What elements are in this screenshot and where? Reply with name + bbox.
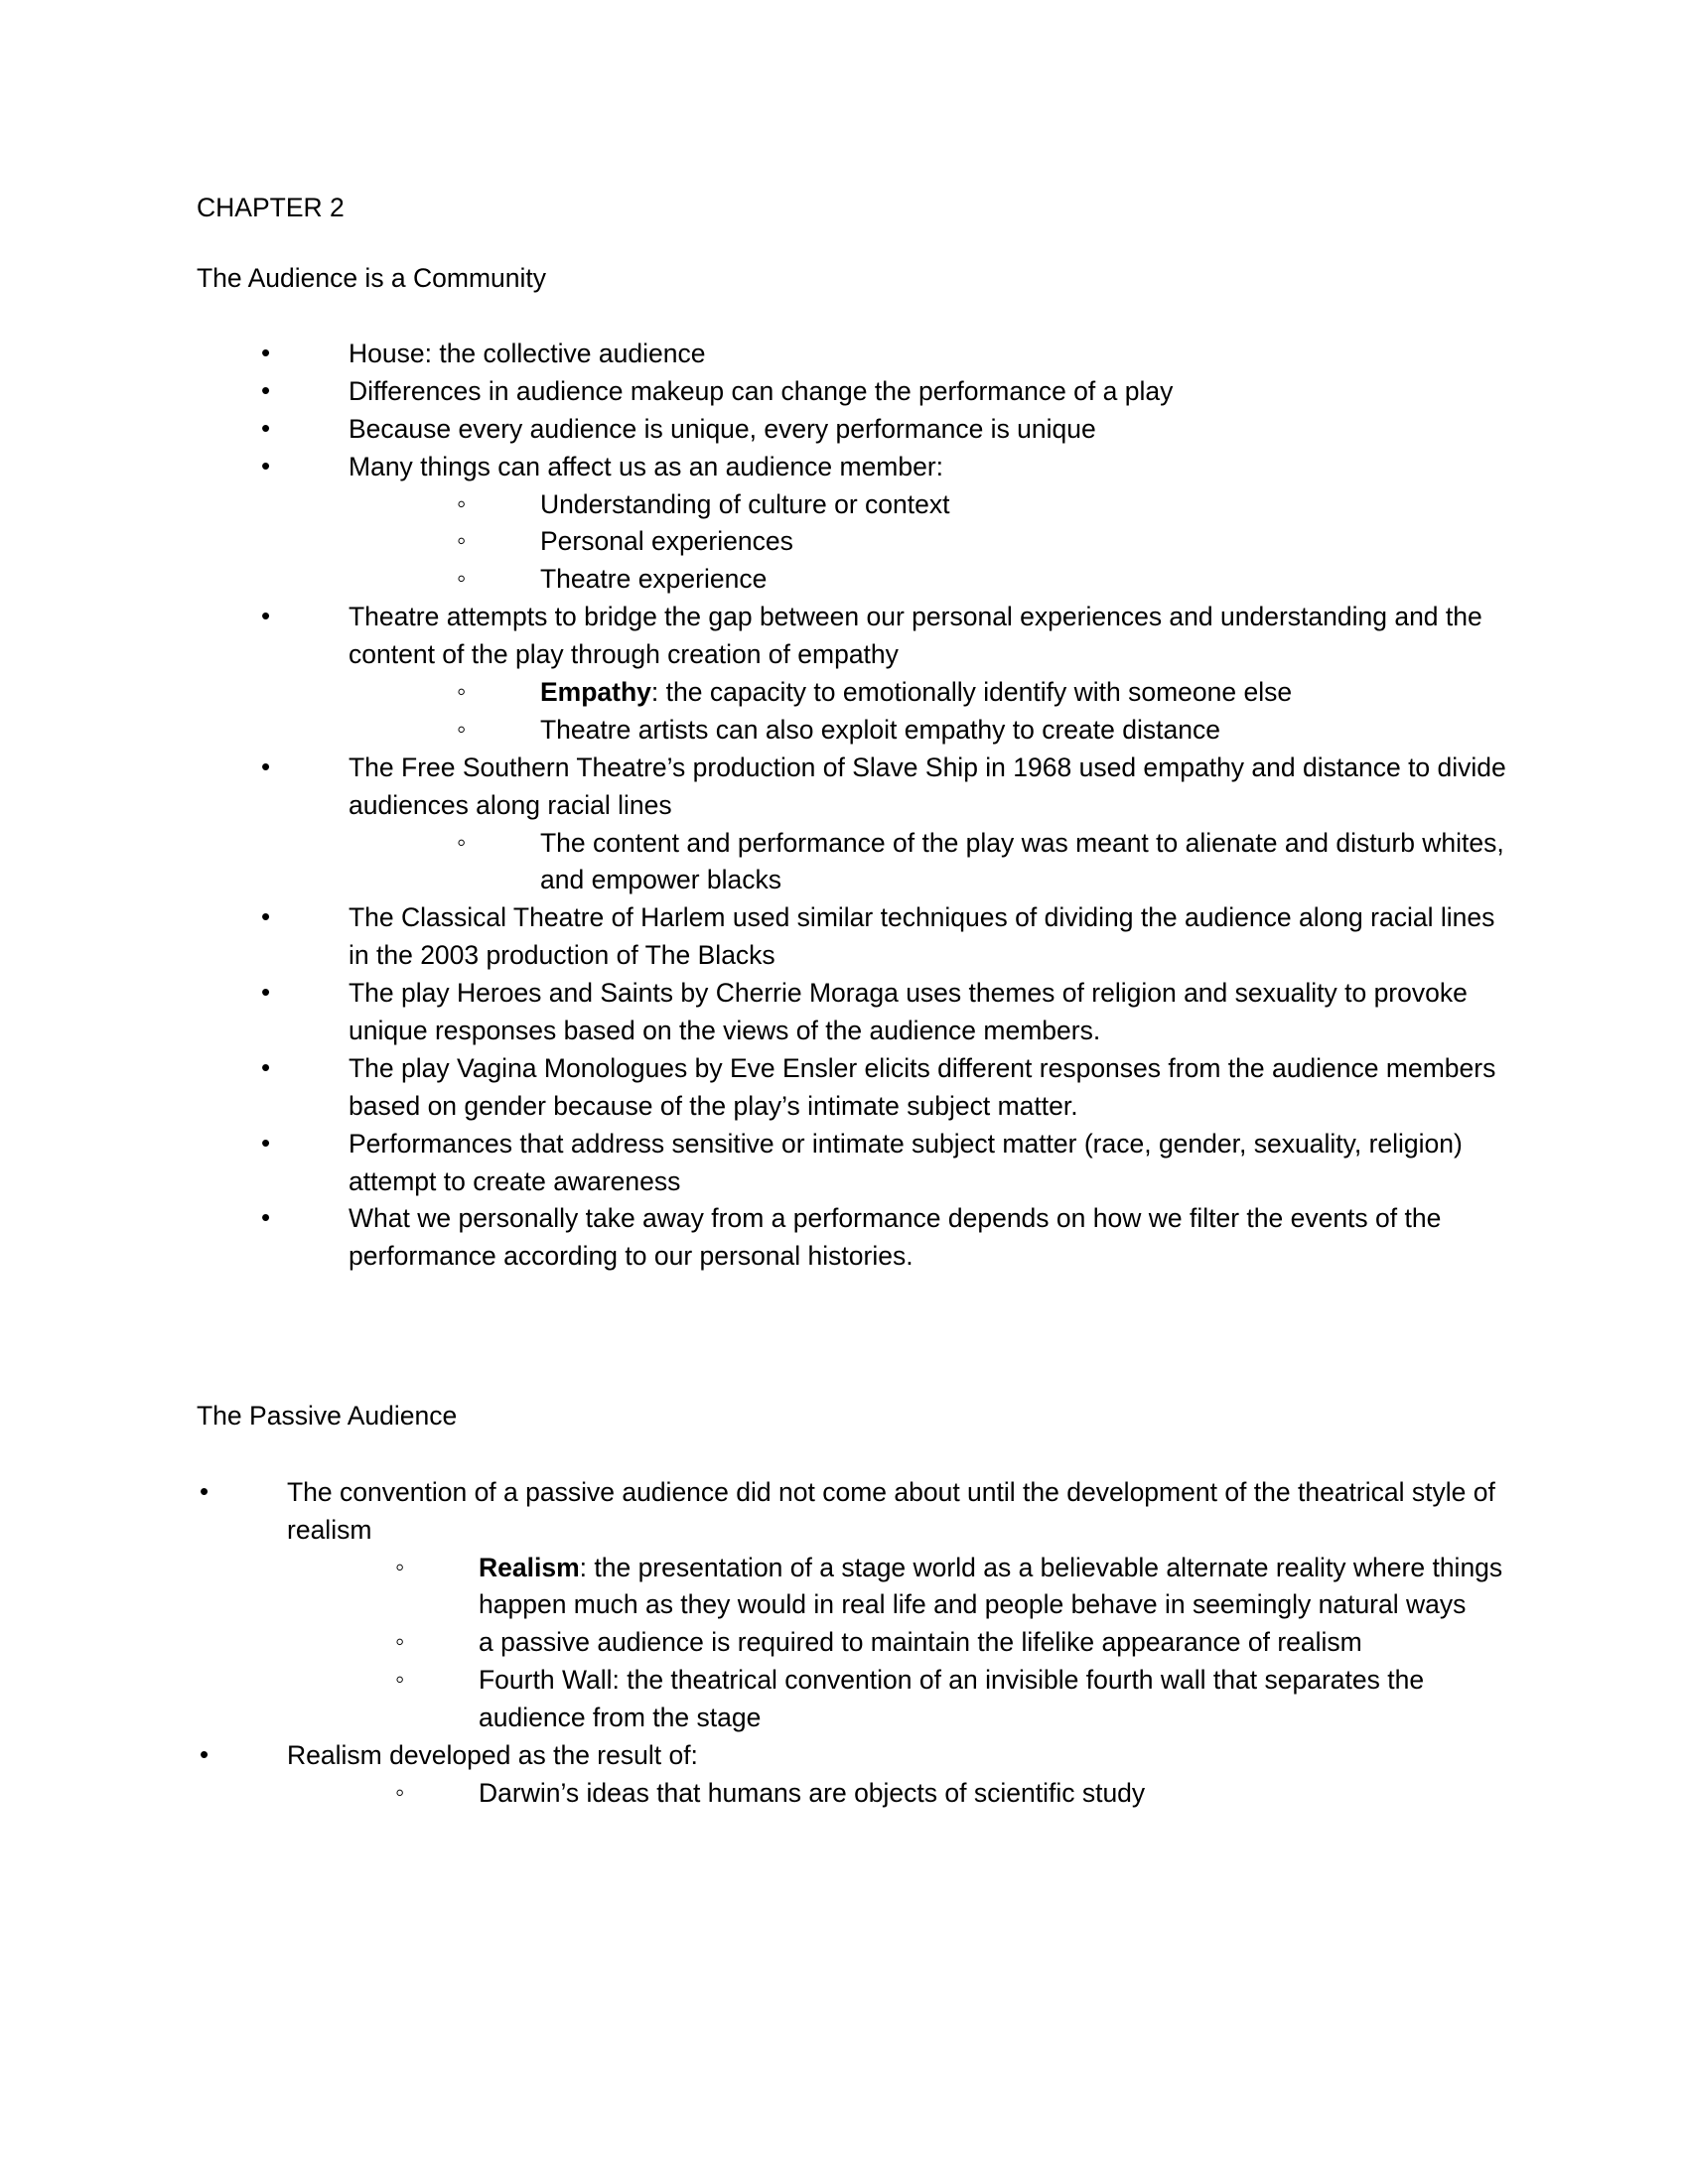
list-item — [254, 1050, 1507, 1126]
list-item — [449, 561, 1507, 599]
list-item — [254, 336, 1507, 373]
list-item-definition — [387, 1550, 1507, 1625]
list-item-text: The play Vagina Monologues by Eve Ensler elicits different responses from the audience members based on gender because of the play’s intimate subject matter. — [349, 1052, 1496, 1121]
list-item-text: The convention of a passive audience did not come about until the development of the theatrical style of realism — [287, 1476, 1495, 1545]
list-item — [387, 1624, 1507, 1662]
spacer — [197, 1430, 1507, 1474]
section-heading-2: The Passive Audience — [197, 1401, 458, 1432]
list-item-text: What we personally take away from a performance depends on how we filter the events of the performance according to our personal histories. — [349, 1203, 1442, 1272]
list-item-text: House: the collective audience — [349, 339, 706, 368]
section-heading-1: The Audience is a Community — [197, 262, 547, 293]
list-item-text: Theatre artists can also exploit empathy to create distance — [540, 714, 1220, 745]
list-item — [254, 449, 1507, 600]
list-item-text: The Free Southern Theatre’s production of Slave Ship in 1968 used empathy and distance to divide audiences along racial lines — [349, 751, 1506, 820]
sub-bullet-list — [449, 486, 1507, 600]
list-item-text: Darwin’s ideas that humans are objects of scientific study — [479, 1777, 1146, 1808]
list-item — [449, 825, 1507, 900]
list-item — [387, 1775, 1507, 1813]
list-item-text: Realism developed as the result of: — [287, 1740, 698, 1770]
sub-bullet-list — [387, 1775, 1507, 1813]
section-1-bullet-list — [197, 336, 1507, 1276]
list-item-text: Theatre attempts to bridge the gap between our personal experiences and understanding and the content of the play through creation of empathy — [349, 602, 1482, 670]
list-item — [254, 899, 1507, 975]
list-item — [254, 1200, 1507, 1276]
spacer — [197, 291, 1507, 336]
list-item-text: a passive audience is required to maintain the lifelike appearance of realism — [479, 1627, 1362, 1658]
list-item — [449, 523, 1507, 561]
section-2-bullet-list — [197, 1474, 1507, 1813]
list-item-text: Because every audience is unique, every performance is unique — [349, 413, 1096, 444]
list-item — [254, 411, 1507, 449]
list-item — [254, 750, 1507, 900]
list-item-text: Many things can affect us as an audience member: — [349, 451, 944, 481]
list-item-text: Fourth Wall: the theatrical convention of an invisible fourth wall that separates the audience from the stage — [479, 1665, 1425, 1733]
list-item — [193, 1737, 1507, 1813]
spacer — [197, 221, 1507, 265]
list-item-text: Personal experiences — [540, 526, 793, 557]
list-item — [449, 486, 1507, 524]
sub-bullet-list — [387, 1550, 1507, 1737]
definition-text: : the presentation of a stage world as a believable alternate reality where things happen much as they would in real life and people behave in seemingly natural ways — [479, 1552, 1503, 1620]
sub-bullet-list — [449, 674, 1507, 750]
list-item-text: Performances that address sensitive or intimate subject matter (race, gender, sexuality, religion) attempt to create awareness — [349, 1128, 1463, 1196]
spacer — [197, 1276, 1507, 1403]
list-item — [254, 1126, 1507, 1201]
definition-text: : the capacity to emotionally identify with someone else — [650, 677, 1293, 708]
list-item — [254, 373, 1507, 411]
defined-term: Realism — [479, 1552, 580, 1582]
list-item-definition — [449, 674, 1507, 712]
document-body — [197, 195, 1507, 1813]
list-item-text: The content and performance of the play was meant to alienate and disturb whites, and empower blacks — [540, 827, 1504, 895]
list-item-text: The Classical Theatre of Harlem used similar techniques of dividing the audience along racial lines in the 2003 production of The Blacks — [349, 902, 1495, 971]
defined-term: Empathy — [540, 677, 651, 708]
list-item — [449, 712, 1507, 750]
list-item — [254, 599, 1507, 750]
list-item-text: The play Heroes and Saints by Cherrie Moraga uses themes of religion and sexuality to provoke unique responses based on the views of the audience members. — [349, 978, 1468, 1046]
chapter-label: CHAPTER 2 — [197, 193, 345, 222]
list-item-text: Differences in audience makeup can change the performance of a play — [349, 375, 1174, 406]
list-item — [254, 975, 1507, 1050]
list-item-text: Understanding of culture or context — [540, 488, 950, 519]
list-item-text: Theatre experience — [540, 564, 768, 595]
list-item — [387, 1662, 1507, 1737]
sub-bullet-list — [449, 825, 1507, 900]
list-item — [193, 1474, 1507, 1737]
